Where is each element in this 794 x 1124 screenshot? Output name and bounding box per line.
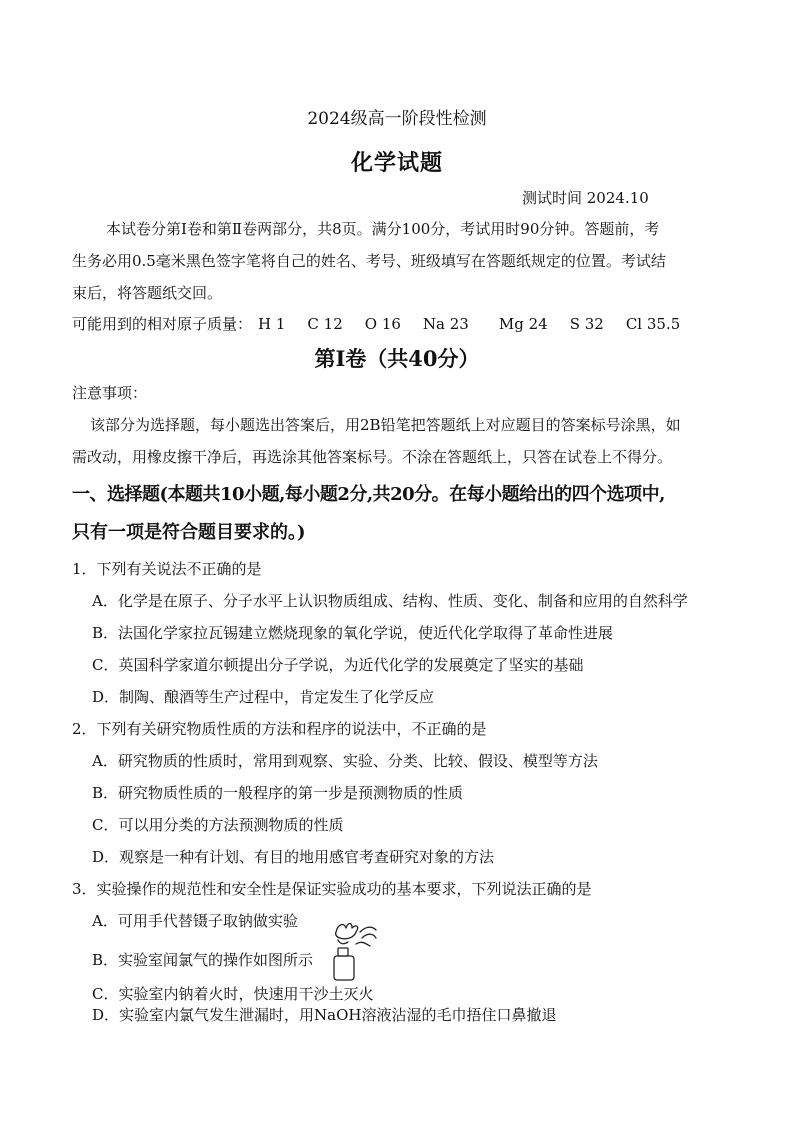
question-3-option-a: A．可用手代替镊子取钠做实验 <box>92 912 298 930</box>
question-1-stem: 1．下列有关说法不正确的是 <box>72 560 262 578</box>
question-3-option-b: B．实验室闻氯气的操作如图所示 <box>92 951 314 969</box>
atomic-masses <box>72 313 680 334</box>
question-1-option-a: A．化学是在原子、分子水平上认识物质组成、结构、性质、变化、制备和应用的自然科学 <box>92 592 688 610</box>
question-3-option-c: C．实验室内钠着火时，快速用干沙土灭火 <box>92 985 374 1003</box>
question-1-option-c: C．英国科学家道尔顿提出分子学说，为近代化学的发展奠定了坚实的基础 <box>92 656 584 674</box>
question-1-option-d: D．制陶、酿酒等生产过程中，肯定发生了化学反应 <box>92 688 435 706</box>
question-3-stem: 3．实验操作的规范性和安全性是保证实验成功的基本要求，下列说法正确的是 <box>72 880 592 898</box>
section1-heading-line-1: 一、选择题(本题共10小题,每小题2分,共20分。在每小题给出的四个选项中, <box>72 484 665 505</box>
gas-wafting-sketch <box>326 918 386 982</box>
atomic-mass-item: C 12 <box>307 315 343 333</box>
atomic-mass-item: H 1 <box>258 315 286 333</box>
question-2-option-a: A．研究物质的性质时，常用到观察、实验、分类、比较、假设、模型等方法 <box>92 752 598 770</box>
atomic-masses-label: 可能用到的相对原子质量： <box>72 315 253 333</box>
atomic-mass-item: Cl 35.5 <box>625 315 681 333</box>
atomic-mass-item: S 32 <box>569 315 604 333</box>
subject-title: 化学试题 <box>350 150 443 176</box>
atomic-mass-item: Na 23 <box>422 315 469 333</box>
test-time: 测试时间 2024.10 <box>522 189 649 207</box>
question-2-option-d: D．观察是一种有计划、有目的地用感官考查研究对象的方法 <box>92 848 495 866</box>
question-2-stem: 2．下列有关研究物质性质的方法和程序的说法中，不正确的是 <box>72 720 487 738</box>
notice-line-2: 需改动，用橡皮擦干净后，再选涂其他答案标号。不涂在答题纸上，只答在试卷上不得分。 <box>72 448 673 466</box>
atomic-mass-item: O 16 <box>364 315 401 333</box>
question-1-option-b: B．法国化学家拉瓦锡建立燃烧现象的氧化学说，使近代化学取得了革命性进展 <box>92 624 614 642</box>
question-2-option-c: C．可以用分类的方法预测物质的性质 <box>92 816 344 834</box>
part1-heading: 第Ⅰ卷（共40分） <box>314 346 480 371</box>
question-2-option-b: B．研究物质性质的一般程序的第一步是预测物质的性质 <box>92 784 464 802</box>
question-3-option-d: D．实验室内氯气发生泄漏时，用NaOH溶液沾湿的毛巾捂住口鼻撤退 <box>92 1006 557 1024</box>
intro-line-1: 本试卷分第Ⅰ卷和第Ⅱ卷两部分，共8页。满分100分，考试用时90分钟。答题前，考 <box>106 220 660 238</box>
intro-line-3: 束后，将答题纸交回。 <box>72 284 223 302</box>
notice-line-1: 该部分为选择题，每小题选出答案后，用2B铅笔把答题纸上对应题目的答案标号涂黑，如 <box>90 416 681 434</box>
grade-line: 2024级高一阶段性检测 <box>307 109 487 129</box>
notice-label: 注意事项： <box>72 384 148 402</box>
intro-line-2: 生务必用0.5毫米黑色签字笔将自己的姓名、考号、班级填写在答题纸规定的位置。考试结 <box>72 252 666 270</box>
section1-heading-line-2: 只有一项是符合题目要求的。) <box>72 522 306 543</box>
atomic-mass-item: Mg 24 <box>498 315 548 333</box>
